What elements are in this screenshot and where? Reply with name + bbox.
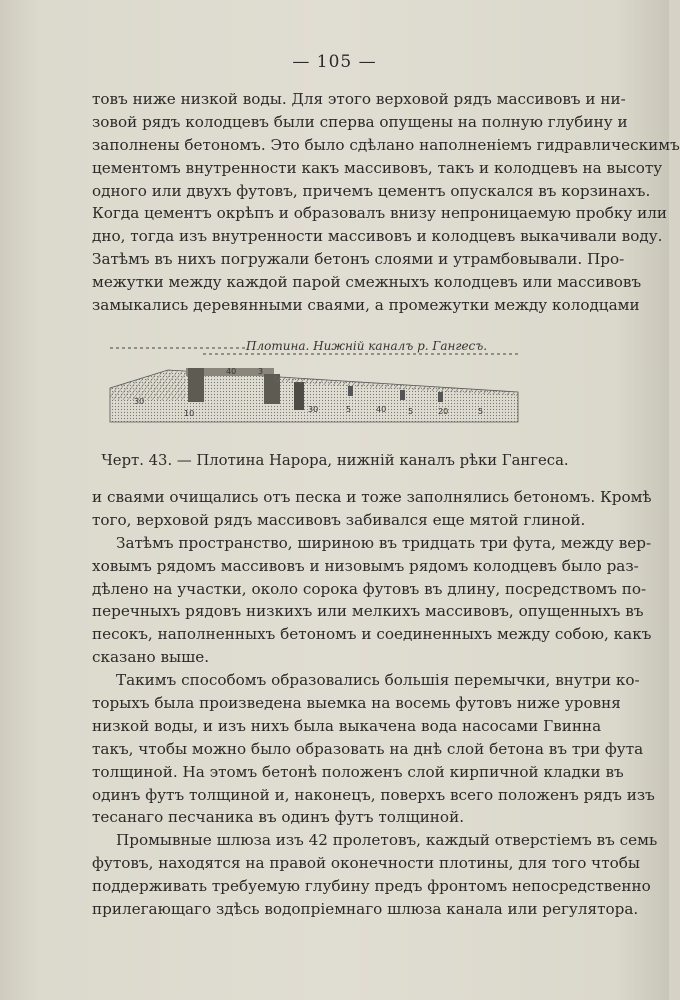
text-line: песокъ, наполненныхъ бетономъ и соединенныхъ между собою, какъ [92, 625, 652, 644]
text-line: дѣлено на участки, около сорока футовъ въ длину, посредствомъ по- [92, 579, 647, 598]
text-line: поддерживать требуемую глубину предъ фронтомъ непосредственно [92, 877, 651, 896]
text-line: Такимъ способомъ образовались большія перемычки, внутри ко- [116, 671, 640, 690]
text-line: того, верховой рядъ массивовъ забивался еще мятой глиной. [92, 510, 586, 529]
text-line: Когда цементъ окрѣпъ и образовалъ внизу непроницаемую пробку или [92, 204, 668, 223]
dim-label-7: 40 [376, 405, 387, 414]
text-line: прилегающаго здѣсь водопріемнаго шлюза канала или регулятора. [92, 900, 639, 919]
dam-drawing [108, 330, 528, 430]
text-line: одинъ футъ толщиной и, наконецъ, поверхъ всего положенъ рядъ изъ [92, 785, 655, 804]
dim-label-9: 20 [438, 407, 449, 416]
text-line: товъ ниже низкой воды. Для этого верховой рядъ массивовъ и ни- [92, 90, 626, 108]
dim-label-6: 5 [346, 405, 352, 414]
figure-caption: Черт. 43. — Плотина Нарора, нижній каналъ рѣки Гангеса. [101, 452, 569, 469]
text-line: межутки между каждой парой смежныхъ колодцевъ или массивовъ [92, 273, 642, 292]
paragraphs-bottom [92, 486, 658, 921]
dim-label-4: 10 [184, 409, 195, 418]
text-line: толщиной. На этомъ бетонѣ положенъ слой кирпичной кладки въ [92, 762, 624, 781]
text-line: тесанаго песчаника въ одинъ футъ толщиной. [92, 808, 465, 827]
text-line: сказано выше. [92, 648, 210, 667]
text-line: Затѣмъ пространство, шириною въ тридцать три фута, между вер- [116, 533, 652, 552]
text-line: замыкались деревянными сваями, а промежутки между колодцами [92, 296, 640, 315]
figure-title: Плотина. Нижній каналъ р. Гангесъ. [246, 339, 488, 353]
text-line: торыхъ была произведена выемка на восемь футовъ ниже уровня [92, 694, 621, 713]
text-line: одного или двухъ футовъ, причемъ цементъ опускался въ корзинахъ. [92, 181, 651, 200]
small-block-2 [400, 390, 405, 400]
dim-label-5: 30 [308, 405, 319, 414]
text-line: футовъ, находятся на правой оконечности плотины, для того чтобы [92, 854, 640, 873]
upstream-wall [188, 368, 204, 402]
text-line: заполнены бетономъ. Это было сдѣлано наполненіемъ гидравлическимъ [92, 135, 680, 154]
text-line: ховымъ рядомъ массивовъ и низовымъ рядомъ колодцевъ было раз- [92, 556, 639, 575]
dim-label-2: 40 [226, 367, 237, 376]
text-line: и сваями очищались отъ песка и тоже заполнялись бетономъ. Кромѣ [92, 488, 652, 506]
upstream-apron [110, 370, 186, 400]
paragraph-top [92, 88, 680, 317]
downstream-well [294, 382, 304, 410]
text-line: цементомъ внутренности какъ массивовъ, такъ и колодцевъ на высоту [92, 158, 663, 177]
page-number: — 105 — [292, 52, 377, 72]
dim-label-3: 3 [258, 367, 264, 376]
dim-label-1: 30 [134, 397, 145, 406]
small-block-1 [348, 386, 353, 396]
text-line: низкой воды, и изъ нихъ была выкачена вода насосами Гвинна [92, 716, 602, 735]
text-line: зовой рядъ колодцевъ были сперва опущены на полную глубину и [92, 112, 628, 131]
text-line: Затѣмъ въ нихъ погружали бетонъ слоями и утрамбовывали. Про- [92, 250, 625, 269]
dim-label-8: 5 [408, 407, 414, 416]
text-line: Промывные шлюза изъ 42 пролетовъ, каждый отверстіемъ въ семь [116, 831, 658, 850]
dam-cross-section-figure [108, 330, 528, 430]
text-line: такъ, чтобы можно было образовать на днѣ слой бетона въ три фута [92, 739, 644, 758]
text-line: перечныхъ рядовъ низкихъ или мелкихъ массивовъ, опущенныхъ въ [92, 602, 644, 621]
text-line: дно, тогда изъ внутренности массивовъ и колодцевъ выкачивали воду. [92, 227, 663, 246]
small-block-3 [438, 392, 443, 402]
dim-label-10: 5 [478, 407, 484, 416]
